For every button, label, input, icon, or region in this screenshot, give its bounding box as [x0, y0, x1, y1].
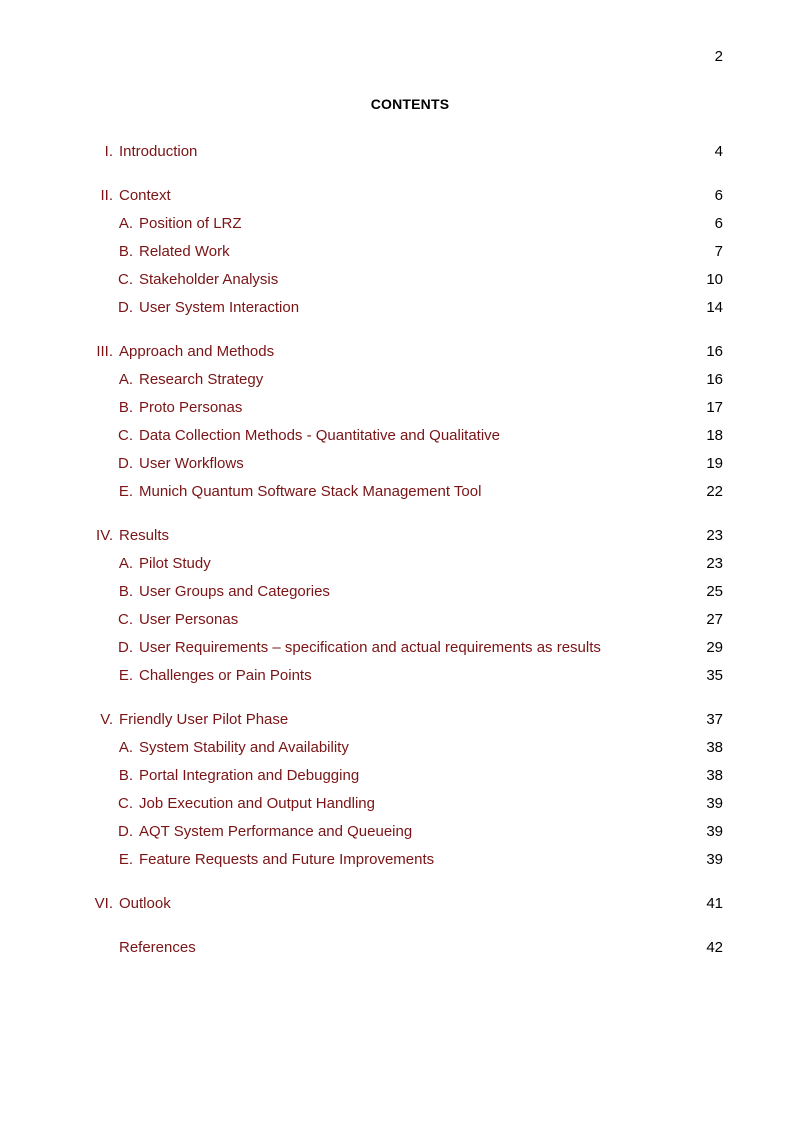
subsection-number-link[interactable]: C. — [118, 271, 133, 288]
subsection-title-link[interactable]: Data Collection Methods - Quantitative and Qualitative — [139, 427, 501, 444]
subsection-title-link[interactable]: User System Interaction — [139, 299, 300, 316]
section-title-link[interactable]: Results — [119, 527, 170, 544]
subsection-number-link[interactable]: A. — [118, 739, 133, 756]
toc-entry-sub[interactable] — [0, 634, 800, 662]
toc-entry-sub[interactable] — [0, 294, 800, 322]
page-ref: 39 — [706, 823, 723, 840]
page-ref: 37 — [706, 711, 723, 728]
toc-entry-sub[interactable] — [0, 734, 800, 762]
section-number-link[interactable]: V. — [100, 711, 113, 728]
page-ref: 25 — [706, 583, 723, 600]
toc-entry-sub[interactable] — [0, 606, 800, 634]
subsection-number-link[interactable]: B. — [118, 767, 133, 784]
subsection-title-link[interactable]: Feature Requests and Future Improvements — [139, 851, 435, 868]
subsection-number-link[interactable]: B. — [118, 583, 133, 600]
subsection-number-link[interactable]: C. — [118, 611, 133, 628]
section-number-link[interactable]: IV. — [96, 527, 113, 544]
subsection-number-link[interactable]: A. — [118, 371, 133, 388]
toc-entry-sub[interactable] — [0, 662, 800, 690]
section-title-link[interactable]: Approach and Methods — [119, 343, 275, 360]
toc-entry-sub[interactable] — [0, 846, 800, 874]
subsection-title-link[interactable]: Munich Quantum Software Stack Management Tool — [139, 483, 482, 500]
subsection-title-link[interactable]: Position of LRZ — [139, 215, 242, 232]
page-ref: 10 — [706, 271, 723, 288]
toc-entry-main[interactable] — [0, 522, 800, 550]
page-ref: 4 — [714, 143, 723, 160]
page-ref: 41 — [706, 895, 723, 912]
page-ref: 6 — [714, 187, 723, 204]
table-of-contents — [0, 138, 800, 978]
page-ref: 39 — [706, 851, 723, 868]
page-ref: 19 — [706, 455, 723, 472]
subsection-number-link[interactable]: E. — [118, 483, 133, 500]
subsection-number-link[interactable]: A. — [118, 215, 133, 232]
page-ref: 42 — [706, 939, 723, 956]
subsection-title-link[interactable]: User Personas — [139, 611, 239, 628]
page-ref: 16 — [706, 343, 723, 360]
page-ref: 23 — [706, 527, 723, 544]
subsection-number-link[interactable]: E. — [118, 667, 133, 684]
page-ref: 22 — [706, 483, 723, 500]
toc-entry-sub[interactable] — [0, 422, 800, 450]
toc-entry-sub[interactable] — [0, 762, 800, 790]
subsection-number-link[interactable]: D. — [118, 639, 133, 656]
subsection-number-link[interactable]: D. — [118, 823, 133, 840]
subsection-number-link[interactable]: D. — [118, 455, 133, 472]
subsection-title-link[interactable]: Research Strategy — [139, 371, 264, 388]
section-number-link[interactable]: III. — [96, 343, 113, 360]
toc-entry-main[interactable] — [0, 706, 800, 734]
toc-entry-sub[interactable] — [0, 578, 800, 606]
section-title-link[interactable]: Friendly User Pilot Phase — [119, 711, 289, 728]
subsection-title-link[interactable]: Challenges or Pain Points — [139, 667, 312, 684]
subsection-number-link[interactable]: C. — [118, 795, 133, 812]
section-title-link[interactable]: Context — [119, 187, 171, 204]
subsection-title-link[interactable]: Stakeholder Analysis — [139, 271, 279, 288]
subsection-number-link[interactable]: C. — [118, 427, 133, 444]
subsection-title-link[interactable]: Pilot Study — [139, 555, 211, 572]
subsection-title-link[interactable]: Portal Integration and Debugging — [139, 767, 360, 784]
toc-section — [0, 706, 800, 874]
page-number: 2 — [714, 48, 723, 65]
toc-entry-sub[interactable] — [0, 238, 800, 266]
page-ref: 29 — [706, 639, 723, 656]
section-number-link[interactable]: VI. — [94, 895, 113, 912]
toc-entry-sub[interactable] — [0, 210, 800, 238]
section-title-link[interactable]: References — [119, 939, 196, 956]
subsection-number-link[interactable]: E. — [118, 851, 133, 868]
page-ref: 18 — [706, 427, 723, 444]
subsection-number-link[interactable]: B. — [118, 243, 133, 260]
page-ref: 7 — [714, 243, 723, 260]
page-ref: 38 — [706, 767, 723, 784]
subsection-title-link[interactable]: Job Execution and Output Handling — [139, 795, 375, 812]
toc-entry-sub[interactable] — [0, 366, 800, 394]
subsection-title-link[interactable]: Related Work — [139, 243, 230, 260]
page-ref: 39 — [706, 795, 723, 812]
toc-entry-main[interactable] — [0, 890, 800, 918]
page-ref: 14 — [706, 299, 723, 316]
toc-entry-sub[interactable] — [0, 450, 800, 478]
subsection-number-link[interactable]: B. — [118, 399, 133, 416]
page-ref: 38 — [706, 739, 723, 756]
subsection-number-link[interactable]: A. — [118, 555, 133, 572]
toc-entry-main[interactable] — [0, 138, 800, 166]
subsection-title-link[interactable]: Proto Personas — [139, 399, 243, 416]
section-number-link[interactable]: I. — [104, 143, 113, 160]
subsection-title-link[interactable]: User Workflows — [139, 455, 244, 472]
toc-entry-sub[interactable] — [0, 550, 800, 578]
subsection-title-link[interactable]: User Groups and Categories — [139, 583, 330, 600]
page-ref: 23 — [706, 555, 723, 572]
toc-section — [0, 182, 800, 322]
toc-entry-sub[interactable] — [0, 394, 800, 422]
toc-section — [0, 890, 800, 918]
page-ref: 17 — [706, 399, 723, 416]
toc-entry-sub[interactable] — [0, 266, 800, 294]
toc-entry-main[interactable] — [0, 934, 800, 962]
toc-entry-sub[interactable] — [0, 478, 800, 506]
toc-entry-sub[interactable] — [0, 818, 800, 846]
section-title-link[interactable]: Introduction — [119, 143, 198, 160]
toc-entry-main[interactable] — [0, 182, 800, 210]
subsection-title-link[interactable]: System Stability and Availability — [139, 739, 349, 756]
page-ref: 27 — [706, 611, 723, 628]
toc-entry-main[interactable] — [0, 338, 800, 366]
toc-section — [0, 338, 800, 506]
subsection-title-link[interactable]: User Requirements – specification and actual requirements as results — [139, 639, 601, 656]
subsection-title-link[interactable]: AQT System Performance and Queueing — [139, 823, 413, 840]
section-number-link[interactable]: II. — [100, 187, 113, 204]
toc-section — [0, 522, 800, 690]
toc-section — [0, 138, 800, 166]
toc-section — [0, 934, 800, 962]
page-ref: 6 — [714, 215, 723, 232]
section-title-link[interactable]: Outlook — [119, 895, 171, 912]
toc-title: CONTENTS — [370, 96, 450, 112]
toc-entry-sub[interactable] — [0, 790, 800, 818]
subsection-number-link[interactable]: D. — [118, 299, 133, 316]
page-ref: 16 — [706, 371, 723, 388]
page-ref: 35 — [706, 667, 723, 684]
